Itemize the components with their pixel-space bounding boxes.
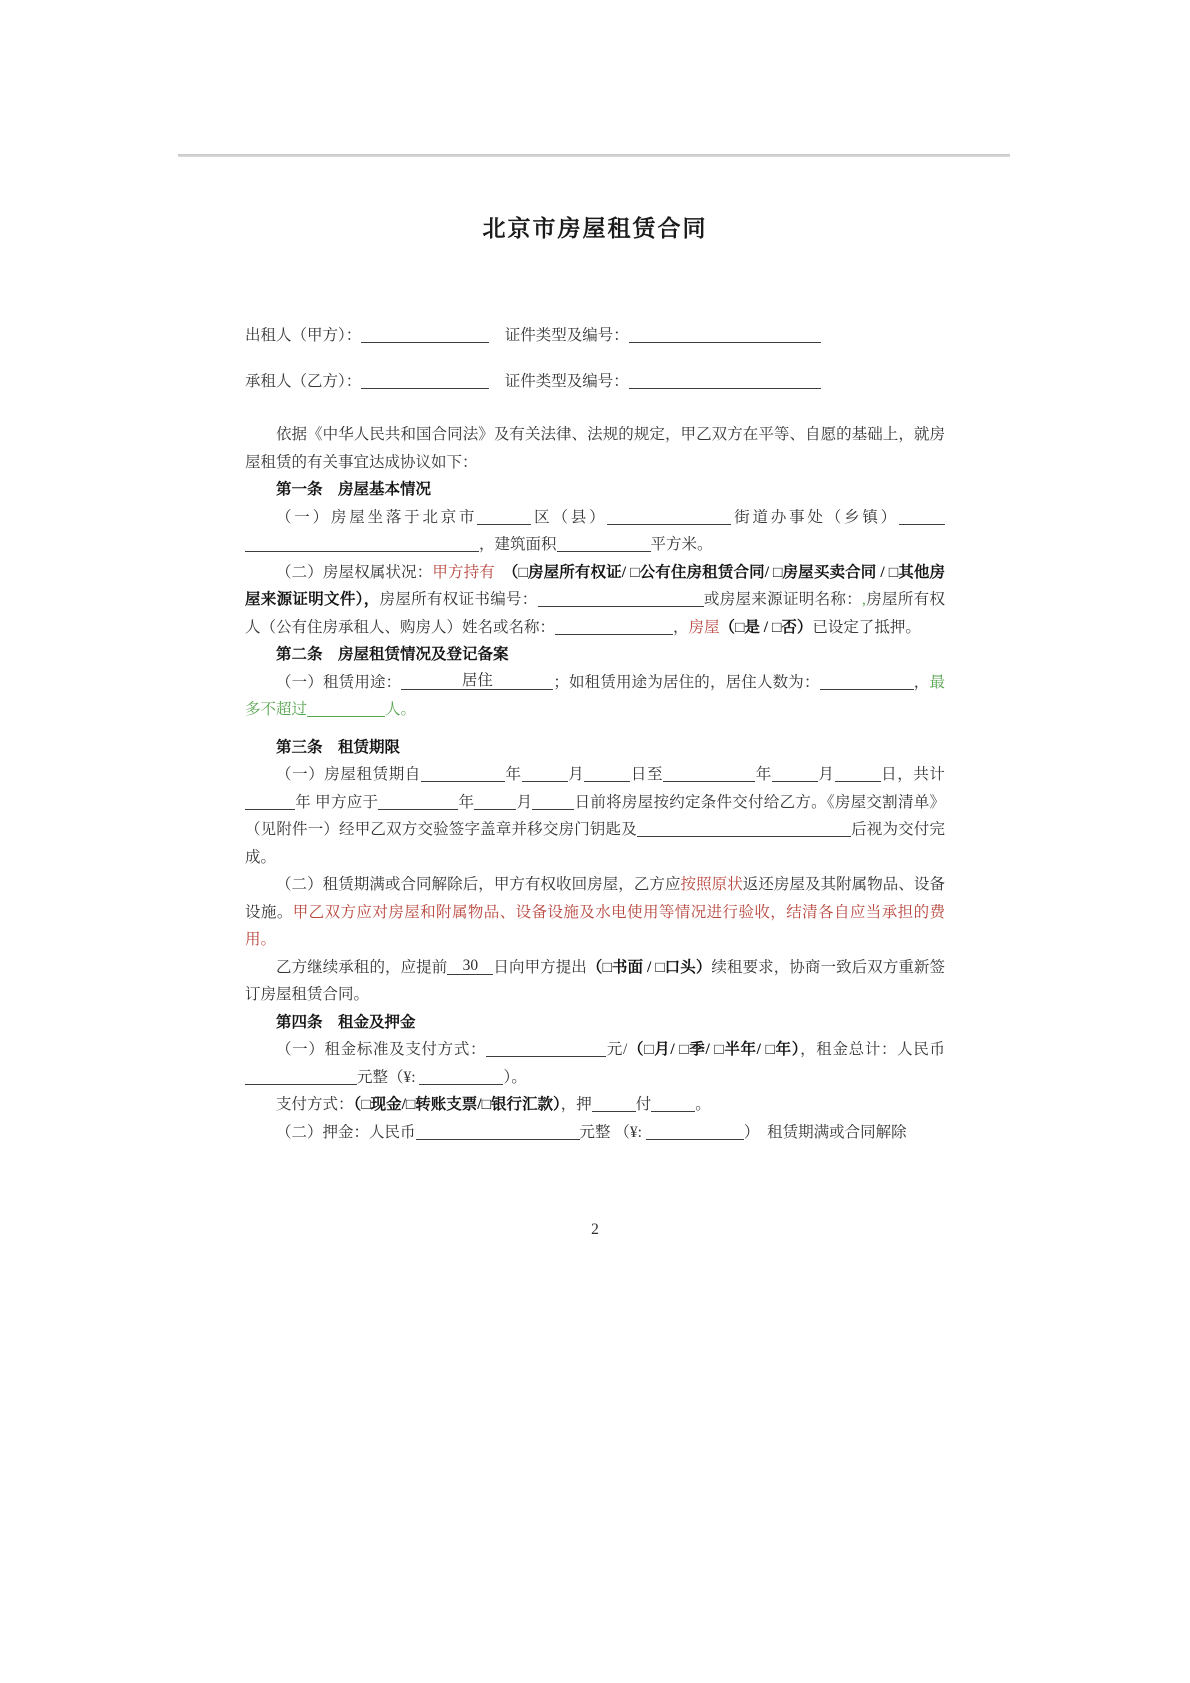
- text-segment: 。: [695, 1096, 711, 1113]
- text-segment: （二）押金：人民币: [276, 1123, 416, 1141]
- ownership-doc-options: （□房屋所有权证/ □公有住房租赁合同/ □房屋买卖合同 / □其他房屋来源证明文件），: [245, 563, 945, 608]
- text-segment: 依据《中华人民共和国合同法》及有关法律、法规的规定，甲乙双方在平等、自愿的基础上，就房屋租赁的有关事宜达成协议如下：: [245, 426, 945, 471]
- start-day-blank: [584, 765, 630, 782]
- delivery-month-blank: [474, 792, 516, 809]
- contract-document: [245, 212, 945, 1244]
- text-segment: （一）房屋坐落于北京市: [276, 508, 478, 526]
- text-segment: ，: [673, 618, 689, 636]
- payment-method-paragraph: [245, 1091, 945, 1119]
- township-blank: [899, 507, 945, 524]
- article-3-heading: [245, 734, 945, 762]
- text-segment: 日，共计: [880, 766, 945, 783]
- text-segment: 乙方继续承租的，应提前: [276, 958, 448, 976]
- green-comma: ,: [862, 591, 866, 608]
- text-segment: ，租金总计：人民币: [800, 1041, 945, 1058]
- lessor-line: [245, 322, 945, 350]
- text-segment: 日至: [630, 766, 664, 783]
- deposit-amount-blank: [416, 1122, 580, 1139]
- text-segment: 2: [591, 1221, 599, 1238]
- text-segment: 返还房屋及其附属物品、设备设施。: [245, 876, 945, 921]
- page-number: [245, 1216, 945, 1244]
- text-segment: 北京市房屋租赁合同: [482, 216, 708, 241]
- text-segment: ；如租赁用途为居住的，居住人数为：: [553, 673, 820, 691]
- start-year-blank: [421, 765, 505, 782]
- text-segment: ）。: [503, 1068, 527, 1086]
- total-rent-number-blank: [419, 1067, 503, 1084]
- text-segment: 付: [635, 1096, 652, 1113]
- district-blank: [477, 507, 531, 524]
- end-day-blank: [835, 765, 881, 782]
- rent-period-options: （□月/ □季/ □半年/ □年）: [627, 1041, 801, 1058]
- text-segment: 平方米。: [650, 536, 713, 553]
- text-segment: 年 甲方应于: [295, 793, 379, 811]
- lessor-id-blank: [629, 326, 821, 343]
- mortgage-options: （□是 / □否）: [719, 618, 813, 636]
- article-1-heading: [245, 476, 945, 504]
- floor-area-blank: [557, 535, 651, 552]
- page-top-rule: [178, 154, 1010, 157]
- text-segment: 第三条 租赁期限: [276, 738, 401, 756]
- deposit-number-blank: [646, 1122, 744, 1139]
- text-segment: （二）租赁期满或合同解除后，甲方有权收回房屋，乙方应: [276, 876, 681, 893]
- text-segment: 区（县）: [531, 508, 608, 526]
- payment-months-blank: [651, 1095, 695, 1112]
- rent-standard-paragraph: [245, 1036, 945, 1091]
- lessor-name-blank: [361, 326, 489, 343]
- payment-method-options: （□现金/□转账支票/□银行汇款）: [353, 1096, 561, 1113]
- end-year-blank: [663, 765, 755, 782]
- lease-term-paragraph: [245, 761, 945, 871]
- intro-paragraph: [245, 421, 945, 476]
- text-segment: ，押: [560, 1096, 592, 1113]
- text-segment: 已设定了抵押。: [812, 618, 921, 636]
- deposit-months-blank: [592, 1095, 636, 1112]
- handover-items-blank: [637, 820, 851, 837]
- subdistrict-blank: [607, 507, 731, 524]
- lessor-id-label: 证件类型及编号：: [489, 327, 629, 344]
- lessee-name-blank: [361, 371, 489, 388]
- text-segment: （一）租赁用途：: [276, 673, 402, 691]
- text-segment: 第四条 租金及押金: [276, 1013, 416, 1031]
- delivery-year-blank: [378, 792, 458, 809]
- text-segment: 元整 （¥:: [579, 1123, 646, 1141]
- total-rent-blank: [245, 1067, 357, 1084]
- house-location-paragraph: [245, 504, 945, 559]
- owner-name-blank: [555, 617, 673, 634]
- renewal-notice-days-blank: 30: [447, 957, 493, 974]
- text-segment: 年: [504, 766, 522, 783]
- text-segment: 年: [755, 766, 772, 783]
- certificate-no-blank: [538, 590, 704, 607]
- doc-title: [245, 212, 945, 246]
- text-segment: 房屋所有权人（公有住房承租人、购房人）姓名或名称：: [245, 591, 945, 636]
- max-occupants-green-tail: 人。: [385, 701, 417, 718]
- text-segment: （二）房屋权属状况：: [276, 563, 433, 581]
- text-segment: （一）房屋租赁期自: [276, 766, 421, 783]
- text-segment: 房屋所有权证书编号：: [379, 591, 538, 608]
- article-4-heading: [245, 1009, 945, 1037]
- text-segment: ，: [913, 673, 930, 691]
- text-segment: 后视为交付完成。: [245, 821, 945, 866]
- text-segment: 元整（¥:: [357, 1068, 420, 1086]
- renewal-request-options: （□书面 / □口头）: [586, 958, 712, 976]
- occupants-blank: [820, 672, 914, 689]
- lessee-id-blank: [629, 371, 821, 388]
- lessee-id-label: 证件类型及编号：: [489, 372, 629, 390]
- original-state-red: 按照原状: [680, 876, 743, 893]
- text-segment: 元/: [606, 1041, 628, 1058]
- text-segment: 续租要求，协商一致后双方重新签订房屋租赁合同。: [245, 958, 945, 1003]
- text-segment: （一）租金标准及支付方式：: [276, 1041, 487, 1058]
- rent-amount-blank: [486, 1040, 606, 1057]
- delivery-day-blank: [532, 792, 574, 809]
- text-segment: 日向甲方提出: [493, 958, 587, 976]
- max-occupants-blank: [307, 700, 385, 717]
- ownership-paragraph: [245, 559, 945, 642]
- lessee-label: 承租人（乙方）：: [245, 372, 362, 390]
- inspection-red-text: 甲乙双方应对房屋和附属物品、设备设施及水电使用等情况进行验收，结清各自应当承担的费用。: [245, 903, 945, 948]
- text-segment: 月: [516, 793, 533, 811]
- deposit-paragraph: [245, 1119, 945, 1147]
- text-segment: ，建筑面积: [479, 536, 557, 553]
- text-segment: 月: [817, 766, 835, 783]
- text-segment: 街道办事处（乡镇）: [731, 508, 899, 526]
- text-segment: 第二条 房屋租赁情况及登记备案: [276, 646, 509, 663]
- text-segment: [495, 564, 511, 581]
- lessee-line: [245, 368, 945, 396]
- return-paragraph: [245, 871, 945, 954]
- text-segment: 月: [567, 766, 585, 783]
- ownership-status-red: 甲方持有: [432, 563, 495, 581]
- text-segment: 或房屋来源证明名称：: [703, 591, 863, 608]
- text-segment: 第一条 房屋基本情况: [276, 481, 432, 498]
- text-segment: ） 租赁期满或合同解除: [743, 1123, 907, 1141]
- article-2-heading: [245, 641, 945, 669]
- lessor-label: 出租人（甲方）：: [245, 327, 362, 344]
- end-month-blank: [772, 765, 818, 782]
- renewal-paragraph: [245, 954, 945, 1009]
- house-red: 房屋: [688, 618, 720, 636]
- total-years-blank: [245, 792, 295, 809]
- max-occupants-green-text: 最多不超过: [245, 673, 945, 718]
- text-segment: 日前将房屋按约定条件交付给乙方。《房屋交割清单》（见附件一）经甲乙双方交验签字盖章并移交房门钥匙及: [245, 793, 945, 838]
- address-blank: [245, 535, 479, 552]
- purpose-paragraph: [245, 669, 945, 724]
- text-segment: 年: [458, 793, 475, 811]
- text-segment: 支付方式：: [276, 1096, 354, 1113]
- start-month-blank: [522, 765, 568, 782]
- purpose-blank: 居住: [401, 672, 553, 689]
